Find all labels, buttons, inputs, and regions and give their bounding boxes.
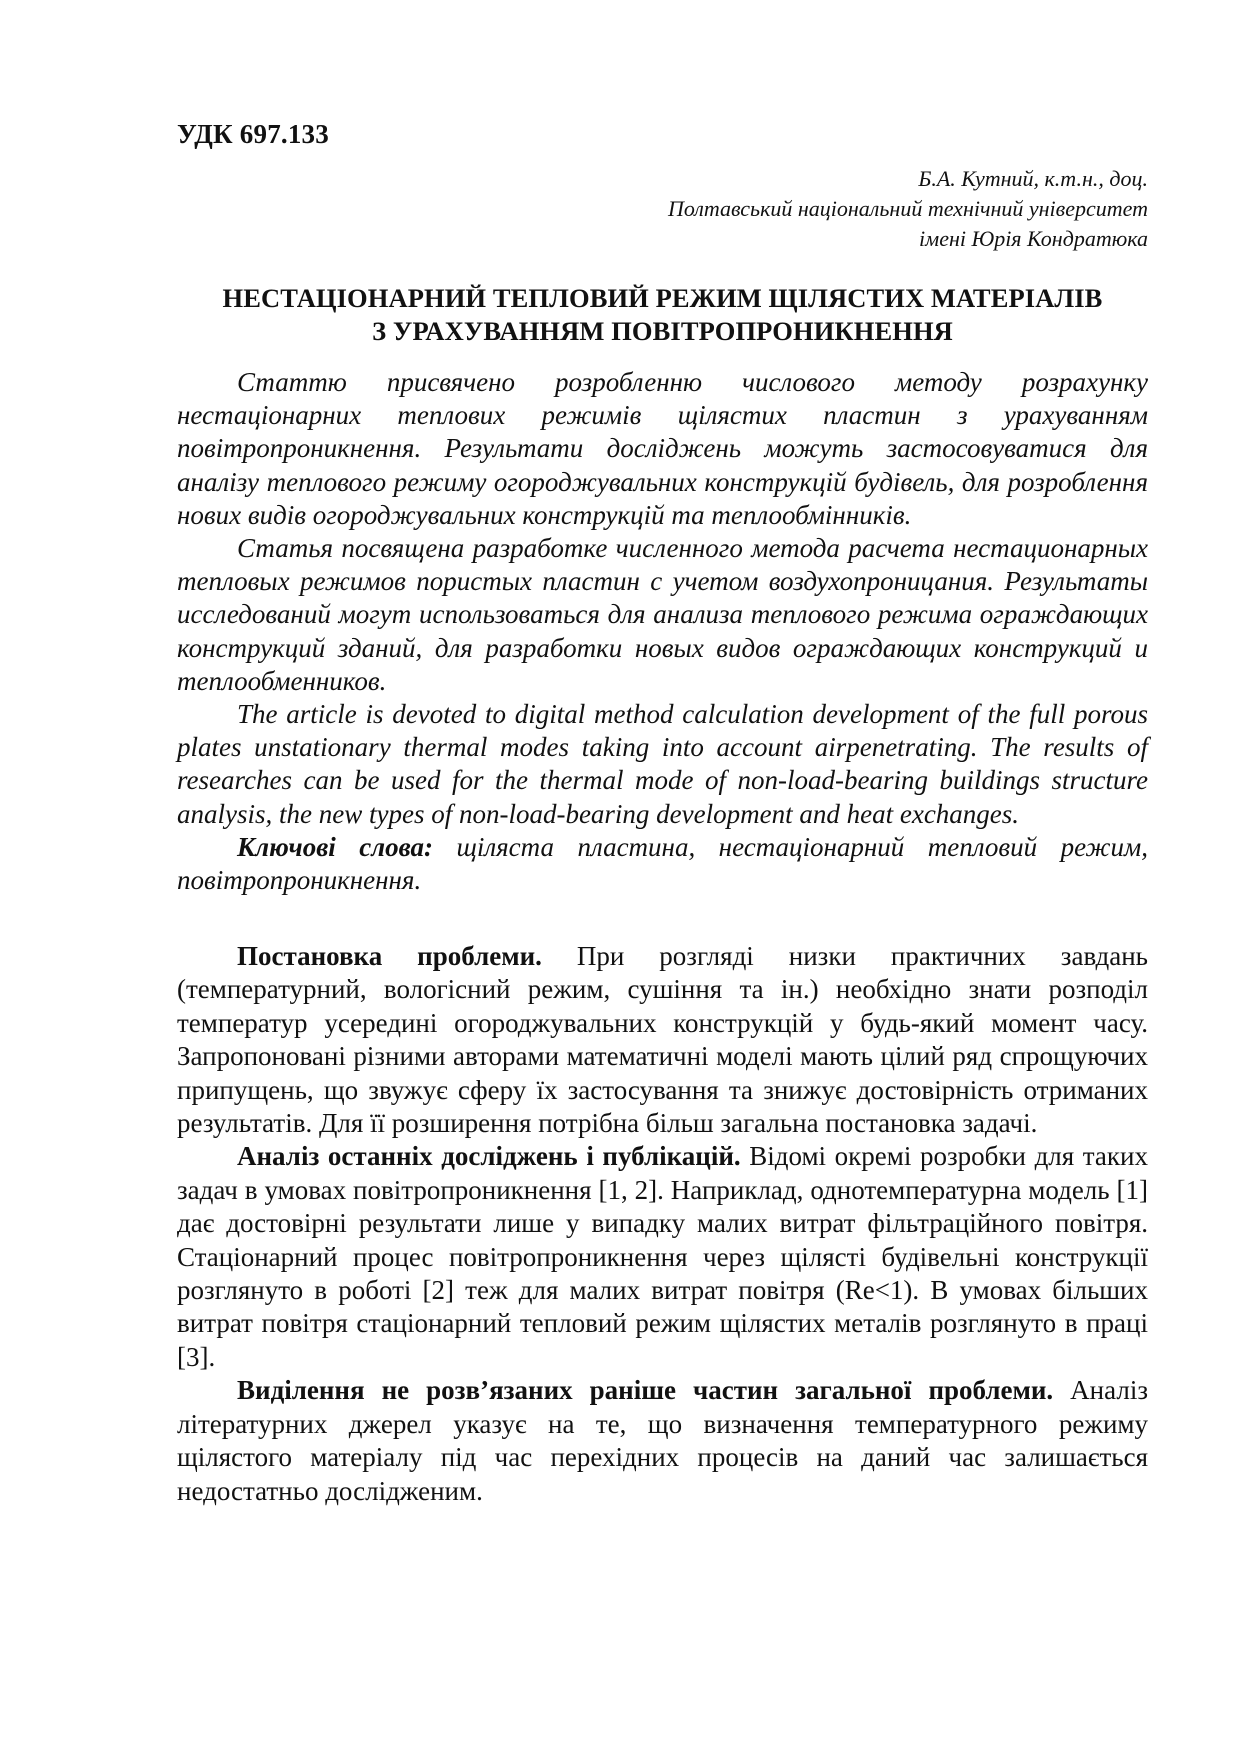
title-line-1: НЕСТАЦІОНАРНИЙ ТЕПЛОВИЙ РЕЖИМ ЩІЛЯСТИХ МАТЕРІАЛІВ (222, 283, 1103, 313)
keywords-label: Ключові слова: (237, 831, 433, 862)
author-affiliation: Полтавський національний технічний університет (667, 196, 1148, 221)
section-heading: Аналіз останніх досліджень і публікацій. (237, 1141, 741, 1172)
section-heading: Виділення не розв’язаних раніше частин загальної проблеми. (237, 1375, 1054, 1406)
article-title (177, 282, 1148, 348)
author-block (448, 164, 1148, 254)
keywords (177, 831, 1148, 897)
section-text: Відомі окремі розробки для таких задач в умовах повітропроникнення [1, 2]. Наприклад, однотемпературна модель [1] дає достовірні результати лише у випадку малих витрат фільтраційного повітря. Стаціонарний процес повітропроникнення через щілясті будівельні конструкції розглянуто в роботі [2] теж для малих витрат повітря (Re<1). В умовах більших витрат повітря стаціонарний тепловий режим щілястих металів розглянуто в праці [3]. (177, 1141, 1148, 1372)
title-line-2: З УРАХУВАННЯМ ПОВІТРОПРОНИКНЕННЯ (372, 316, 953, 346)
udk-code: УДК 697.133 (177, 119, 329, 149)
abstract (177, 366, 1148, 897)
section-text: Аналіз літературних джерел указує на те, що визначення температурного режиму щілястого матеріалу під час перехідних процесів на даний час залишається недостатньо дослідженим. (177, 1375, 1148, 1506)
section-text: При розгляді низки практичних завдань (температурний, вологісний режим, сушіння та ін.) необхідно знати розподіл температур усередині огороджувальних конструкцій у будь-який момент часу. Запропоновані різними авторами математичні моделі мають цілий ряд спрощуючих припущень, що звужує сферу їх застосування та знижує достовірність отриманих результатів. Для її розширення потрібна більш загальна постановка задачі. (177, 941, 1148, 1139)
article-body (177, 940, 1148, 1508)
abstract-ukrainian: Статтю присвячено розробленню числового методу розрахунку нестаціонарних теплових режимів щілястих пластин з урахуванням повітропроникнення. Результати досліджень можуть застосовуватися для аналізу теплового режиму огороджувальних конструкцій будівель, для розроблення нових видів огороджувальних конструкцій та теплообмінників. (177, 367, 1148, 530)
abstract-english: The article is devoted to digital method calculation development of the full porous plates unstationary thermal modes taking into account airpenetrating. The results of researches can be used for the thermal mode of non-load-bearing buildings structure analysis, the new types of non-load-bearing development and heat exchanges. (177, 699, 1148, 829)
author-name: Б.А. Кутний, к.т.н., доц. (918, 166, 1148, 191)
section-paragraph (177, 1374, 1148, 1508)
section-paragraph (177, 1140, 1148, 1374)
author-affiliation-line2: імені Юрія Кондратюка (919, 226, 1148, 251)
section-heading: Постановка проблеми. (237, 941, 542, 971)
keywords-text: щіляста пластина, нестаціонарний тепловий режим, повітропроникнення. (177, 831, 1149, 896)
abstract-russian: Статья посвящена разработке численного метода расчета нестационарных тепловых режимов пористых пластин с учетом воздухопроницания. Результаты исследований могут использоваться для анализа теплового режима ограждающих конструкций зданий, для разработки новых видов ограждающих конструкций и теплообменников. (177, 533, 1148, 696)
section-paragraph (177, 940, 1148, 1140)
